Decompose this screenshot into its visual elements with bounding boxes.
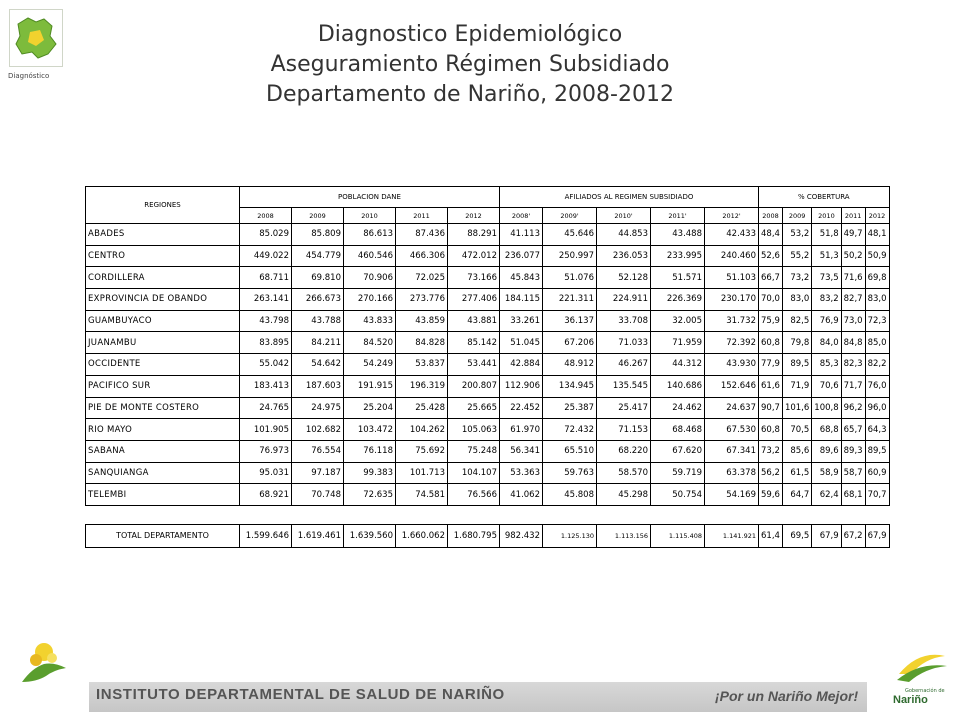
afiliados-cell: 59.719 <box>651 462 705 484</box>
table-row <box>86 462 890 484</box>
year-header-cobertura: 2008 <box>759 208 783 224</box>
cobertura-cell: 49,7 <box>841 224 865 246</box>
afiliados-cell: 59.763 <box>543 462 597 484</box>
afiliados-cell: 221.311 <box>543 289 597 311</box>
poblacion-cell: 85.809 <box>292 224 344 246</box>
poblacion-cell: 53.441 <box>448 354 500 376</box>
cobertura-cell: 71,6 <box>841 267 865 289</box>
cobertura-cell: 70,0 <box>759 289 783 311</box>
total-poblacion-cell: 1.599.646 <box>240 524 292 547</box>
cobertura-cell: 76,9 <box>812 310 841 332</box>
poblacion-cell: 187.603 <box>292 375 344 397</box>
year-header-afiliados: 2008' <box>500 208 543 224</box>
afiliados-cell: 236.053 <box>597 245 651 267</box>
afiliados-cell: 68.220 <box>597 440 651 462</box>
cobertura-cell: 82,2 <box>865 354 889 376</box>
cobertura-cell: 51,8 <box>812 224 841 246</box>
year-header-cobertura: 2011 <box>841 208 865 224</box>
cobertura-cell: 55,2 <box>782 245 811 267</box>
poblacion-cell: 43.788 <box>292 310 344 332</box>
spacer-row <box>86 505 890 524</box>
afiliados-cell: 36.137 <box>543 310 597 332</box>
cobertura-cell: 83,2 <box>812 289 841 311</box>
poblacion-cell: 70.748 <box>292 484 344 506</box>
coverage-table <box>85 186 890 548</box>
poblacion-cell: 105.063 <box>448 419 500 441</box>
cobertura-cell: 68,8 <box>812 419 841 441</box>
header-poblacion: POBLACION DANE <box>240 187 500 208</box>
poblacion-cell: 25.665 <box>448 397 500 419</box>
poblacion-cell: 270.166 <box>344 289 396 311</box>
poblacion-cell: 101.713 <box>396 462 448 484</box>
cobertura-cell: 100,8 <box>812 397 841 419</box>
poblacion-cell: 273.776 <box>396 289 448 311</box>
afiliados-cell: 24.637 <box>705 397 759 419</box>
cobertura-cell: 85,6 <box>782 440 811 462</box>
logo-caption: Diagnóstico <box>8 72 50 80</box>
total-afiliados-cell: 1.113.156 <box>597 524 651 547</box>
afiliados-cell: 45.843 <box>500 267 543 289</box>
year-header-afiliados: 2012' <box>705 208 759 224</box>
cobertura-cell: 84,8 <box>841 332 865 354</box>
total-cobertura-cell: 67,9 <box>812 524 841 547</box>
table-row <box>86 397 890 419</box>
poblacion-cell: 76.118 <box>344 440 396 462</box>
poblacion-cell: 68.921 <box>240 484 292 506</box>
total-afiliados-cell: 1.125.130 <box>543 524 597 547</box>
cobertura-cell: 62,4 <box>812 484 841 506</box>
afiliados-cell: 52.128 <box>597 267 651 289</box>
map-icon <box>10 10 62 66</box>
institute-name: INSTITUTO DEPARTAMENTAL DE SALUD DE NARIÑO <box>96 686 505 703</box>
poblacion-cell: 73.166 <box>448 267 500 289</box>
poblacion-cell: 83.895 <box>240 332 292 354</box>
cobertura-cell: 64,7 <box>782 484 811 506</box>
poblacion-cell: 472.012 <box>448 245 500 267</box>
cobertura-cell: 89,6 <box>812 440 841 462</box>
table-row <box>86 310 890 332</box>
poblacion-cell: 25.428 <box>396 397 448 419</box>
afiliados-cell: 31.732 <box>705 310 759 332</box>
total-poblacion-cell: 1.660.062 <box>396 524 448 547</box>
afiliados-cell: 134.945 <box>543 375 597 397</box>
afiliados-cell: 236.077 <box>500 245 543 267</box>
afiliados-cell: 67.620 <box>651 440 705 462</box>
cobertura-cell: 61,5 <box>782 462 811 484</box>
flower-logo-icon <box>14 638 74 688</box>
cobertura-cell: 69,8 <box>865 267 889 289</box>
poblacion-cell: 75.692 <box>396 440 448 462</box>
total-cobertura-cell: 61,4 <box>759 524 783 547</box>
region-name-cell: CENTRO <box>86 245 240 267</box>
afiliados-cell: 41.062 <box>500 484 543 506</box>
total-cobertura-cell: 67,2 <box>841 524 865 547</box>
poblacion-cell: 104.107 <box>448 462 500 484</box>
cobertura-cell: 79,8 <box>782 332 811 354</box>
afiliados-cell: 44.312 <box>651 354 705 376</box>
cobertura-cell: 58,7 <box>841 462 865 484</box>
header-cobertura: % COBERTURA <box>759 187 890 208</box>
afiliados-cell: 226.369 <box>651 289 705 311</box>
poblacion-cell: 99.383 <box>344 462 396 484</box>
cobertura-cell: 64,3 <box>865 419 889 441</box>
cobertura-cell: 48,1 <box>865 224 889 246</box>
poblacion-cell: 76.973 <box>240 440 292 462</box>
afiliados-cell: 51.103 <box>705 267 759 289</box>
table-row <box>86 419 890 441</box>
header-regiones: REGIONES <box>86 187 240 224</box>
total-cobertura-cell: 67,9 <box>865 524 889 547</box>
poblacion-cell: 24.975 <box>292 397 344 419</box>
cobertura-cell: 90,7 <box>759 397 783 419</box>
poblacion-cell: 55.042 <box>240 354 292 376</box>
afiliados-cell: 24.462 <box>651 397 705 419</box>
cobertura-cell: 73,2 <box>782 267 811 289</box>
total-afiliados-cell: 982.432 <box>500 524 543 547</box>
afiliados-cell: 67.206 <box>543 332 597 354</box>
cobertura-cell: 101,6 <box>782 397 811 419</box>
poblacion-cell: 88.291 <box>448 224 500 246</box>
afiliados-cell: 67.530 <box>705 419 759 441</box>
cobertura-cell: 60,8 <box>759 419 783 441</box>
cobertura-cell: 83,0 <box>782 289 811 311</box>
afiliados-cell: 71.153 <box>597 419 651 441</box>
poblacion-cell: 102.682 <box>292 419 344 441</box>
afiliados-cell: 71.033 <box>597 332 651 354</box>
afiliados-cell: 51.076 <box>543 267 597 289</box>
afiliados-cell: 45.646 <box>543 224 597 246</box>
cobertura-cell: 48,4 <box>759 224 783 246</box>
afiliados-cell: 51.571 <box>651 267 705 289</box>
afiliados-cell: 42.433 <box>705 224 759 246</box>
afiliados-cell: 112.906 <box>500 375 543 397</box>
table-row <box>86 289 890 311</box>
afiliados-cell: 43.488 <box>651 224 705 246</box>
total-poblacion-cell: 1.680.795 <box>448 524 500 547</box>
cobertura-cell: 70,6 <box>812 375 841 397</box>
afiliados-cell: 45.298 <box>597 484 651 506</box>
poblacion-cell: 103.472 <box>344 419 396 441</box>
cobertura-cell: 51,3 <box>812 245 841 267</box>
poblacion-cell: 95.031 <box>240 462 292 484</box>
cobertura-cell: 82,3 <box>841 354 865 376</box>
poblacion-cell: 54.642 <box>292 354 344 376</box>
afiliados-cell: 48.912 <box>543 354 597 376</box>
afiliados-cell: 50.754 <box>651 484 705 506</box>
year-header-cobertura: 2010 <box>812 208 841 224</box>
afiliados-cell: 56.341 <box>500 440 543 462</box>
poblacion-cell: 75.248 <box>448 440 500 462</box>
poblacion-cell: 72.025 <box>396 267 448 289</box>
region-name-cell: CORDILLERA <box>86 267 240 289</box>
year-header-afiliados: 2011' <box>651 208 705 224</box>
afiliados-cell: 250.997 <box>543 245 597 267</box>
cobertura-cell: 73,5 <box>812 267 841 289</box>
region-name-cell: GUAMBUYACO <box>86 310 240 332</box>
page-title <box>200 20 740 110</box>
poblacion-cell: 277.406 <box>448 289 500 311</box>
cobertura-cell: 83,0 <box>865 289 889 311</box>
cobertura-cell: 59,6 <box>759 484 783 506</box>
poblacion-cell: 104.262 <box>396 419 448 441</box>
poblacion-cell: 466.306 <box>396 245 448 267</box>
poblacion-cell: 86.613 <box>344 224 396 246</box>
total-label-cell: TOTAL DEPARTAMENTO <box>86 524 240 547</box>
table-row <box>86 375 890 397</box>
total-afiliados-cell: 1.141.921 <box>705 524 759 547</box>
afiliados-cell: 63.378 <box>705 462 759 484</box>
poblacion-cell: 43.833 <box>344 310 396 332</box>
year-header-poblacion: 2009 <box>292 208 344 224</box>
poblacion-cell: 85.029 <box>240 224 292 246</box>
year-header-afiliados: 2010' <box>597 208 651 224</box>
afiliados-cell: 224.911 <box>597 289 651 311</box>
poblacion-cell: 43.798 <box>240 310 292 332</box>
region-name-cell: ABADES <box>86 224 240 246</box>
afiliados-cell: 45.808 <box>543 484 597 506</box>
afiliados-cell: 68.468 <box>651 419 705 441</box>
poblacion-cell: 70.906 <box>344 267 396 289</box>
afiliados-cell: 44.853 <box>597 224 651 246</box>
afiliados-cell: 184.115 <box>500 289 543 311</box>
poblacion-cell: 76.566 <box>448 484 500 506</box>
cobertura-cell: 75,9 <box>759 310 783 332</box>
cobertura-cell: 71,9 <box>782 375 811 397</box>
afiliados-cell: 71.959 <box>651 332 705 354</box>
afiliados-cell: 43.930 <box>705 354 759 376</box>
region-name-cell: JUANAMBU <box>86 332 240 354</box>
title-line-1: Diagnostico Epidemiológico <box>317 22 623 47</box>
afiliados-cell: 152.646 <box>705 375 759 397</box>
gobernacion-name: Nariño <box>893 694 928 706</box>
cobertura-cell: 68,1 <box>841 484 865 506</box>
year-header-cobertura: 2012 <box>865 208 889 224</box>
cobertura-cell: 60,8 <box>759 332 783 354</box>
poblacion-cell: 263.141 <box>240 289 292 311</box>
total-afiliados-cell: 1.115.408 <box>651 524 705 547</box>
afiliados-cell: 72.432 <box>543 419 597 441</box>
poblacion-cell: 74.581 <box>396 484 448 506</box>
cobertura-cell: 96,2 <box>841 397 865 419</box>
poblacion-cell: 101.905 <box>240 419 292 441</box>
cobertura-cell: 61,6 <box>759 375 783 397</box>
year-header-poblacion: 2012 <box>448 208 500 224</box>
cobertura-cell: 85,3 <box>812 354 841 376</box>
total-row <box>86 524 890 547</box>
afiliados-cell: 33.708 <box>597 310 651 332</box>
slogan: ¡Por un Nariño Mejor! <box>715 688 859 704</box>
poblacion-cell: 196.319 <box>396 375 448 397</box>
poblacion-cell: 72.635 <box>344 484 396 506</box>
afiliados-cell: 240.460 <box>705 245 759 267</box>
poblacion-cell: 84.828 <box>396 332 448 354</box>
header-afiliados: AFILIADOS AL REGIMEN SUBSIDIADO <box>500 187 759 208</box>
afiliados-cell: 140.686 <box>651 375 705 397</box>
afiliados-cell: 72.392 <box>705 332 759 354</box>
region-name-cell: SABANA <box>86 440 240 462</box>
afiliados-cell: 58.570 <box>597 462 651 484</box>
poblacion-cell: 54.249 <box>344 354 396 376</box>
cobertura-cell: 56,2 <box>759 462 783 484</box>
table-row <box>86 245 890 267</box>
cobertura-cell: 58,9 <box>812 462 841 484</box>
cobertura-cell: 50,9 <box>865 245 889 267</box>
cobertura-cell: 96,0 <box>865 397 889 419</box>
afiliados-cell: 42.884 <box>500 354 543 376</box>
cobertura-cell: 73,0 <box>841 310 865 332</box>
poblacion-cell: 97.187 <box>292 462 344 484</box>
afiliados-cell: 65.510 <box>543 440 597 462</box>
table-row <box>86 354 890 376</box>
poblacion-cell: 87.436 <box>396 224 448 246</box>
table-row <box>86 484 890 506</box>
total-cobertura-cell: 69,5 <box>782 524 811 547</box>
table-body <box>86 224 890 548</box>
cobertura-cell: 66,7 <box>759 267 783 289</box>
afiliados-cell: 33.261 <box>500 310 543 332</box>
poblacion-cell: 43.859 <box>396 310 448 332</box>
cobertura-cell: 82,7 <box>841 289 865 311</box>
poblacion-cell: 68.711 <box>240 267 292 289</box>
cobertura-cell: 76,0 <box>865 375 889 397</box>
poblacion-cell: 69.810 <box>292 267 344 289</box>
table-row <box>86 224 890 246</box>
year-header-cobertura: 2009 <box>782 208 811 224</box>
poblacion-cell: 53.837 <box>396 354 448 376</box>
spacer-cell <box>86 505 890 524</box>
cobertura-cell: 53,2 <box>782 224 811 246</box>
cobertura-cell: 89,5 <box>782 354 811 376</box>
poblacion-cell: 43.881 <box>448 310 500 332</box>
poblacion-cell: 200.807 <box>448 375 500 397</box>
afiliados-cell: 135.545 <box>597 375 651 397</box>
cobertura-cell: 70,7 <box>865 484 889 506</box>
afiliados-cell: 61.970 <box>500 419 543 441</box>
afiliados-cell: 41.113 <box>500 224 543 246</box>
title-line-2: Aseguramiento Régimen Subsidiado <box>270 52 670 77</box>
poblacion-cell: 85.142 <box>448 332 500 354</box>
department-map-logo <box>9 9 63 67</box>
year-header-poblacion: 2008 <box>240 208 292 224</box>
poblacion-cell: 454.779 <box>292 245 344 267</box>
poblacion-cell: 266.673 <box>292 289 344 311</box>
region-name-cell: SANQUIANGA <box>86 462 240 484</box>
poblacion-cell: 84.520 <box>344 332 396 354</box>
cobertura-cell: 77,9 <box>759 354 783 376</box>
afiliados-cell: 53.363 <box>500 462 543 484</box>
gobernacion-small-label: Gobernación de <box>905 688 945 694</box>
afiliados-cell: 25.387 <box>543 397 597 419</box>
region-name-cell: EXPROVINCIA DE OBANDO <box>86 289 240 311</box>
year-header-afiliados: 2009' <box>543 208 597 224</box>
table-row <box>86 267 890 289</box>
year-header-poblacion: 2011 <box>396 208 448 224</box>
poblacion-cell: 191.915 <box>344 375 396 397</box>
cobertura-cell: 60,9 <box>865 462 889 484</box>
afiliados-cell: 230.170 <box>705 289 759 311</box>
poblacion-cell: 460.546 <box>344 245 396 267</box>
cobertura-cell: 73,2 <box>759 440 783 462</box>
afiliados-cell: 54.169 <box>705 484 759 506</box>
poblacion-cell: 183.413 <box>240 375 292 397</box>
poblacion-cell: 25.204 <box>344 397 396 419</box>
coverage-table-container <box>85 186 890 548</box>
afiliados-cell: 46.267 <box>597 354 651 376</box>
region-name-cell: PIE DE MONTE COSTERO <box>86 397 240 419</box>
table-row <box>86 440 890 462</box>
cobertura-cell: 72,3 <box>865 310 889 332</box>
afiliados-cell: 67.341 <box>705 440 759 462</box>
cobertura-cell: 85,0 <box>865 332 889 354</box>
total-poblacion-cell: 1.619.461 <box>292 524 344 547</box>
cobertura-cell: 52,6 <box>759 245 783 267</box>
afiliados-cell: 32.005 <box>651 310 705 332</box>
cobertura-cell: 82,5 <box>782 310 811 332</box>
afiliados-cell: 22.452 <box>500 397 543 419</box>
cobertura-cell: 70,5 <box>782 419 811 441</box>
gobernacion-logo-icon <box>889 640 949 690</box>
cobertura-cell: 71,7 <box>841 375 865 397</box>
poblacion-cell: 449.022 <box>240 245 292 267</box>
poblacion-cell: 24.765 <box>240 397 292 419</box>
cobertura-cell: 89,3 <box>841 440 865 462</box>
table-row <box>86 332 890 354</box>
region-name-cell: TELEMBI <box>86 484 240 506</box>
cobertura-cell: 65,7 <box>841 419 865 441</box>
afiliados-cell: 25.417 <box>597 397 651 419</box>
cobertura-cell: 84,0 <box>812 332 841 354</box>
region-name-cell: RIO MAYO <box>86 419 240 441</box>
cobertura-cell: 89,5 <box>865 440 889 462</box>
afiliados-cell: 233.995 <box>651 245 705 267</box>
title-line-3: Departamento de Nariño, 2008-2012 <box>266 82 674 107</box>
poblacion-cell: 84.211 <box>292 332 344 354</box>
region-name-cell: OCCIDENTE <box>86 354 240 376</box>
total-poblacion-cell: 1.639.560 <box>344 524 396 547</box>
afiliados-cell: 51.045 <box>500 332 543 354</box>
poblacion-cell: 76.554 <box>292 440 344 462</box>
year-header-poblacion: 2010 <box>344 208 396 224</box>
region-name-cell: PACIFICO SUR <box>86 375 240 397</box>
cobertura-cell: 50,2 <box>841 245 865 267</box>
